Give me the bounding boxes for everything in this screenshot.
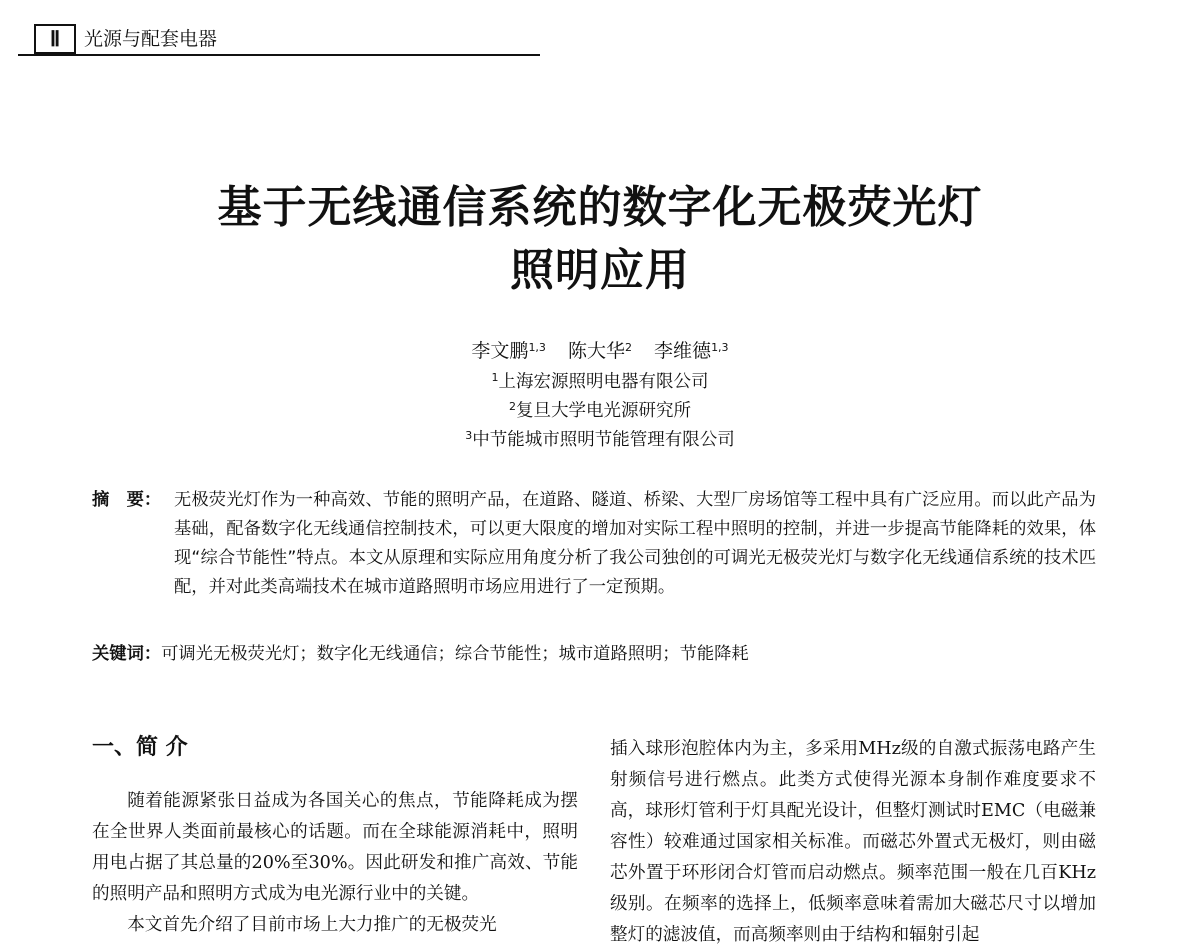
- affiliation-number: 3: [465, 429, 473, 442]
- keywords-block: [92, 640, 1096, 669]
- right-column: [610, 734, 1096, 951]
- header-rule: [18, 54, 540, 56]
- author-name: 李维德: [654, 340, 712, 362]
- abstract-label: 摘 要：: [92, 490, 162, 510]
- left-column: [92, 786, 578, 941]
- affiliation: [0, 397, 1200, 425]
- paper-title-line-2: 照明应用: [510, 245, 690, 296]
- keywords-label: 关键词：: [92, 644, 162, 664]
- author-affil-mark: 2: [625, 341, 632, 354]
- affiliation-name: 上海宏源照明电器有限公司: [498, 372, 709, 392]
- affiliation: [0, 368, 1200, 396]
- author-list: [0, 336, 1200, 366]
- body-paragraph: 插入球形泡腔体内为主，多采用MHz级的自激式振荡电路产生射频信号进行燃点。此类方式使得光源本身制作难度要求不高，球形灯管利于灯具配光设计，但整灯测试时EMC（电磁兼容性）较难通过国家相关标准。而磁芯外置式无极灯，则由磁芯外置于环形闭合灯管而启动燃点。频率范围一般在几百KHz级别。在频率的选择上，低频率意味着需加大磁芯尺寸以增加整灯的滤波值，而高频率则由于结构和辐射引起: [610, 739, 1096, 945]
- abstract-text: 无极荧光灯作为一种高效、节能的照明产品，在道路、隧道、桥梁、大型厂房场馆等工程中具有广泛应用。而以此产品为基础，配备数字化无线通信控制技术，可以更大限度的增加对实际工程中照明的控制，并进一步提高节能降耗的效果，体现“综合节能性”特点。本文从原理和实际应用角度分析了我公司独创的可调光无极荧光灯与数字化无线通信系统的技术匹配，并对此类高端技术在城市道路照明市场应用进行了一定预期。: [174, 490, 1096, 597]
- author-affil-mark: 1,3: [528, 341, 546, 354]
- author: [568, 340, 632, 362]
- author: [654, 340, 729, 362]
- paper-title-line-1: 基于无线通信系统的数字化无极荧光灯: [217, 182, 983, 233]
- affiliation-number: 1: [491, 371, 499, 384]
- running-header: [18, 22, 540, 56]
- affiliation-name: 复旦大学电光源研究所: [516, 401, 691, 421]
- author-affil-mark: 1,3: [711, 341, 729, 354]
- section-name: 光源与配套电器: [84, 28, 218, 50]
- author-name: 李文鹏: [471, 340, 529, 362]
- affiliation-name: 中节能城市照明节能管理有限公司: [472, 430, 735, 450]
- keywords-text: 可调光无极荧光灯；数字化无线通信；综合节能性；城市道路照明；节能降耗: [161, 644, 749, 664]
- affiliation: [0, 426, 1200, 454]
- body-paragraph: 随着能源紧张日益成为各国关心的焦点，节能降耗成为摆在全世界人类面前最核心的话题。而在全球能源消耗中，照明用电占据了其总量的20%至30%。因此研发和推广高效、节能的照明产品和照明方式成为电光源行业中的关键。: [92, 791, 578, 904]
- body-paragraph: 本文首先介绍了目前市场上大力推广的无极荧光: [127, 915, 497, 935]
- abstract-block: [92, 486, 1096, 602]
- author: [471, 340, 546, 362]
- section-number-box: Ⅱ: [34, 24, 76, 54]
- author-name: 陈大华: [567, 340, 625, 362]
- section-heading: 一、简 介: [92, 735, 188, 760]
- affiliation-number: 2: [509, 400, 516, 413]
